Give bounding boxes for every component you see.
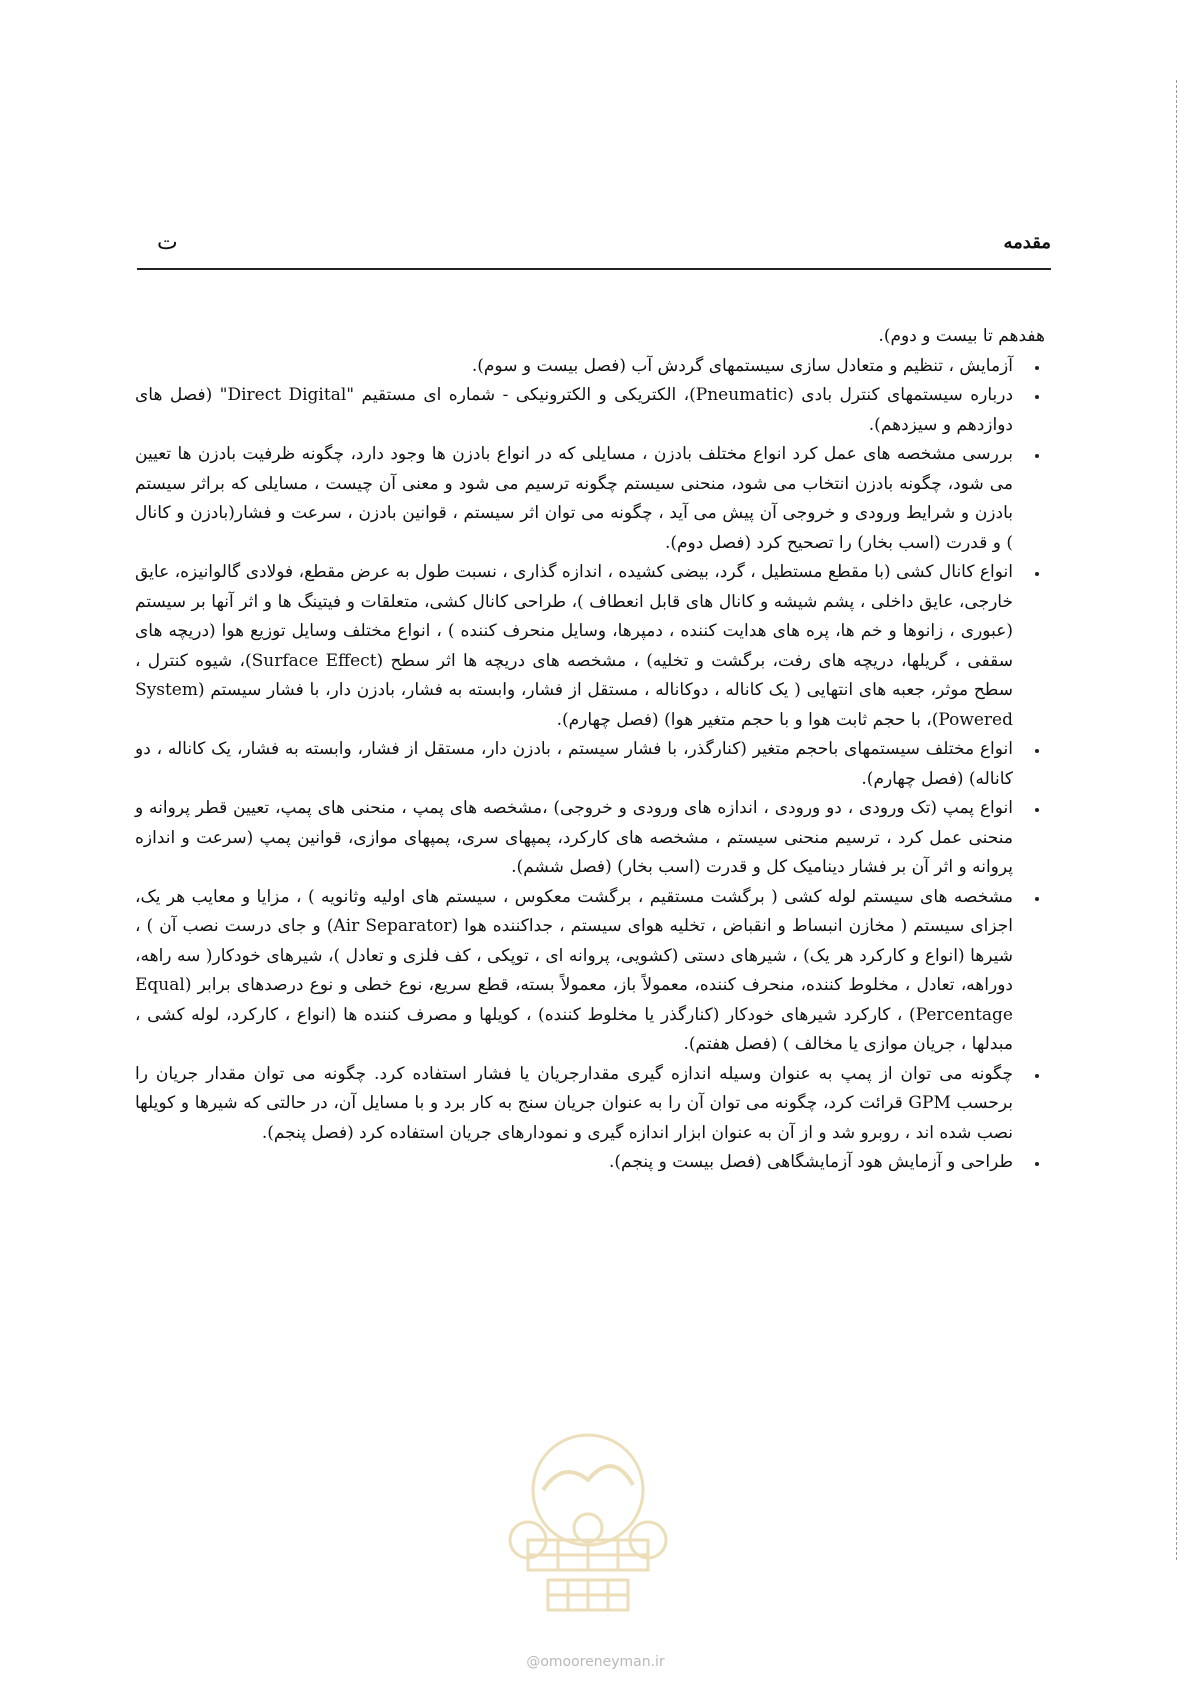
bullet-icon (1035, 808, 1039, 812)
section-title: مقدمه (1003, 232, 1051, 253)
bullet-icon (1035, 1162, 1039, 1166)
bullet-icon (1035, 749, 1039, 753)
bullet-icon (1035, 454, 1039, 458)
page-edge-line (1176, 80, 1177, 1560)
list-item: انواع پمپ (تک ورودی ، دو ورودی ، اندازه های ورودی و خروجی) ،مشخصه های پمپ ، منحنی های پمپ، تعیین قطر پروانه و منحنی عمل کرد ، ترسیم منحنی سیستم ، مشخصه های کارکرد، پمپهای سری، پمپهای موازی، قوانین پمپ (سرعت و اندازه پروانه و اثر آن بر فشار دینامیک کل و قدرت (اسب بخار) (فصل ششم). (135, 794, 1045, 883)
bullet-icon (1035, 1074, 1039, 1078)
bullet-icon (1035, 395, 1039, 399)
list-item: آزمایش ، تنظیم و متعادل سازی سیستمهای گردش آب (فصل بیست و سوم). (135, 352, 1045, 382)
copyright-icon: @ (526, 1654, 541, 1670)
list-item: انواع کانال کشی (با مقطع مستطیل ، گرد، بیضی کشیده ، اندازه گذاری ، نسبت طول به عرض مقطع، فولادی گالوانیزه، عایق خارجی، عایق داخلی ، پشم شیشه و کانال های قابل انعطاف )، طراحی کانال کشی، متعلقات و فیتینگ ها و اثر آنها بر سیستم (عبوری ، زانوها و خم ها، پره های هدایت کننده ، دمپرها، وسایل منحرف کننده ) ، انواع مختلف وسایل توزیع هوا (دریچه های سقفی ، گریلها، دریچه های رفت، برگشت و تخلیه) ، مشخصه های دریچه ها اثر سطح (Surface Effect)، شیوه کنترل ، سطح موثر، جعبه های انتهایی ( یک کاناله ، دوکاناله ، مستقل از فشار، وابسته به فشار، بادزن دار، با فشار سیستم (System Powered)، با حجم ثابت هوا و با حجم متغیر هوا) (فصل چهارم). (135, 558, 1045, 735)
list-item: بررسی مشخصه های عمل کرد انواع مختلف بادزن ، مسایلی که در انواع بادزن ها وجود دارد، چگونه ظرفیت بادزن ها تعیین می شود، چگونه بادزن انتخاب می شود، منحنی سیستم چگونه ترسیم می شود و معنی آن چیست ، مسایلی که براثر سیستم بادزن و شرایط ورودی و خروجی آن پیش می آید ، چگونه می توان اثر سیستم ، قوانین بادزن ، سرعت و فشار(بادزن و کانال ) و قدرت (اسب بخار) را تصحیح کرد (فصل دوم). (135, 440, 1045, 558)
bullet-list (135, 352, 1045, 1178)
bullet-icon (1035, 366, 1039, 370)
page-number: ت (157, 230, 178, 255)
page-body (135, 322, 1045, 1178)
bullet-icon (1035, 572, 1039, 576)
watermark-url: @omooreneyman.ir (526, 1654, 665, 1670)
page-header (137, 228, 1051, 270)
list-item: طراحی و آزمایش هود آزمایشگاهی (فصل بیست و پنجم). (135, 1148, 1045, 1178)
list-item: درباره سیستمهای کنترل بادی (Pneumatic)، الکتریکی و الکترونیکی - شماره ای مستقیم "Direct Digital" (فصل های دوازدهم و سیزدهم). (135, 381, 1045, 440)
list-item: مشخصه های سیستم لوله کشی ( برگشت مستقیم ، برگشت معکوس ، سیستم های اولیه وثانویه ) ، مزایا و معایب هر یک، اجزای سیستم ( مخازن انبساط و انقباض ، تخلیه هوای سیستم ، جداکننده هوا (Air Separator) و جای درست نصب آن ) ، شیرها (انواع و کارکرد هر یک) ، شیرهای دستی (کشویی، پروانه ای ، توپکی ، کف فلزی و تعادل )، شیرهای خودکار( سه راهه، دوراهه، تعادل ، مخلوط کننده، منحرف کننده، معمولاً باز، معمولاً بسته، قطع سریع، نوع خطی و نوع درصدهای برابر (Equal Percentage) ، کارکرد شیرهای خودکار (کنارگذر یا مخلوط کننده) ، کویلها و مصرف کننده ها (انواع ، کارکرد، لوله کشی ، مبدلها ، جریان موازی یا مخالف ) (فصل هفتم). (135, 883, 1045, 1060)
list-item: انواع مختلف سیستمهای باحجم متغیر (کنارگذر، با فشار سیستم ، بادزن دار، مستقل از فشار، وابسته به فشار، یک کاناله ، دو کاناله) (فصل چهارم). (135, 735, 1045, 794)
publisher-logo-watermark (488, 1420, 688, 1620)
bullet-icon (1035, 897, 1039, 901)
list-item: چگونه می توان از پمپ به عنوان وسیله اندازه گیری مقدارجریان یا فشار استفاده کرد. چگونه می توان مقدار جریان را برحسب GPM قرائت کرد، چگونه می توان آن را به عنوان جریان سنج به کار برد و با مسایل آن، در حالتی که شیرها و کویلها نصب شده اند ، روبرو شد و از آن به عنوان ابزار اندازه گیری و نمودارهای جریان استفاده کرد (فصل پنجم). (135, 1060, 1045, 1149)
lead-line: هفدهم تا بیست و دوم). (878, 326, 1045, 346)
